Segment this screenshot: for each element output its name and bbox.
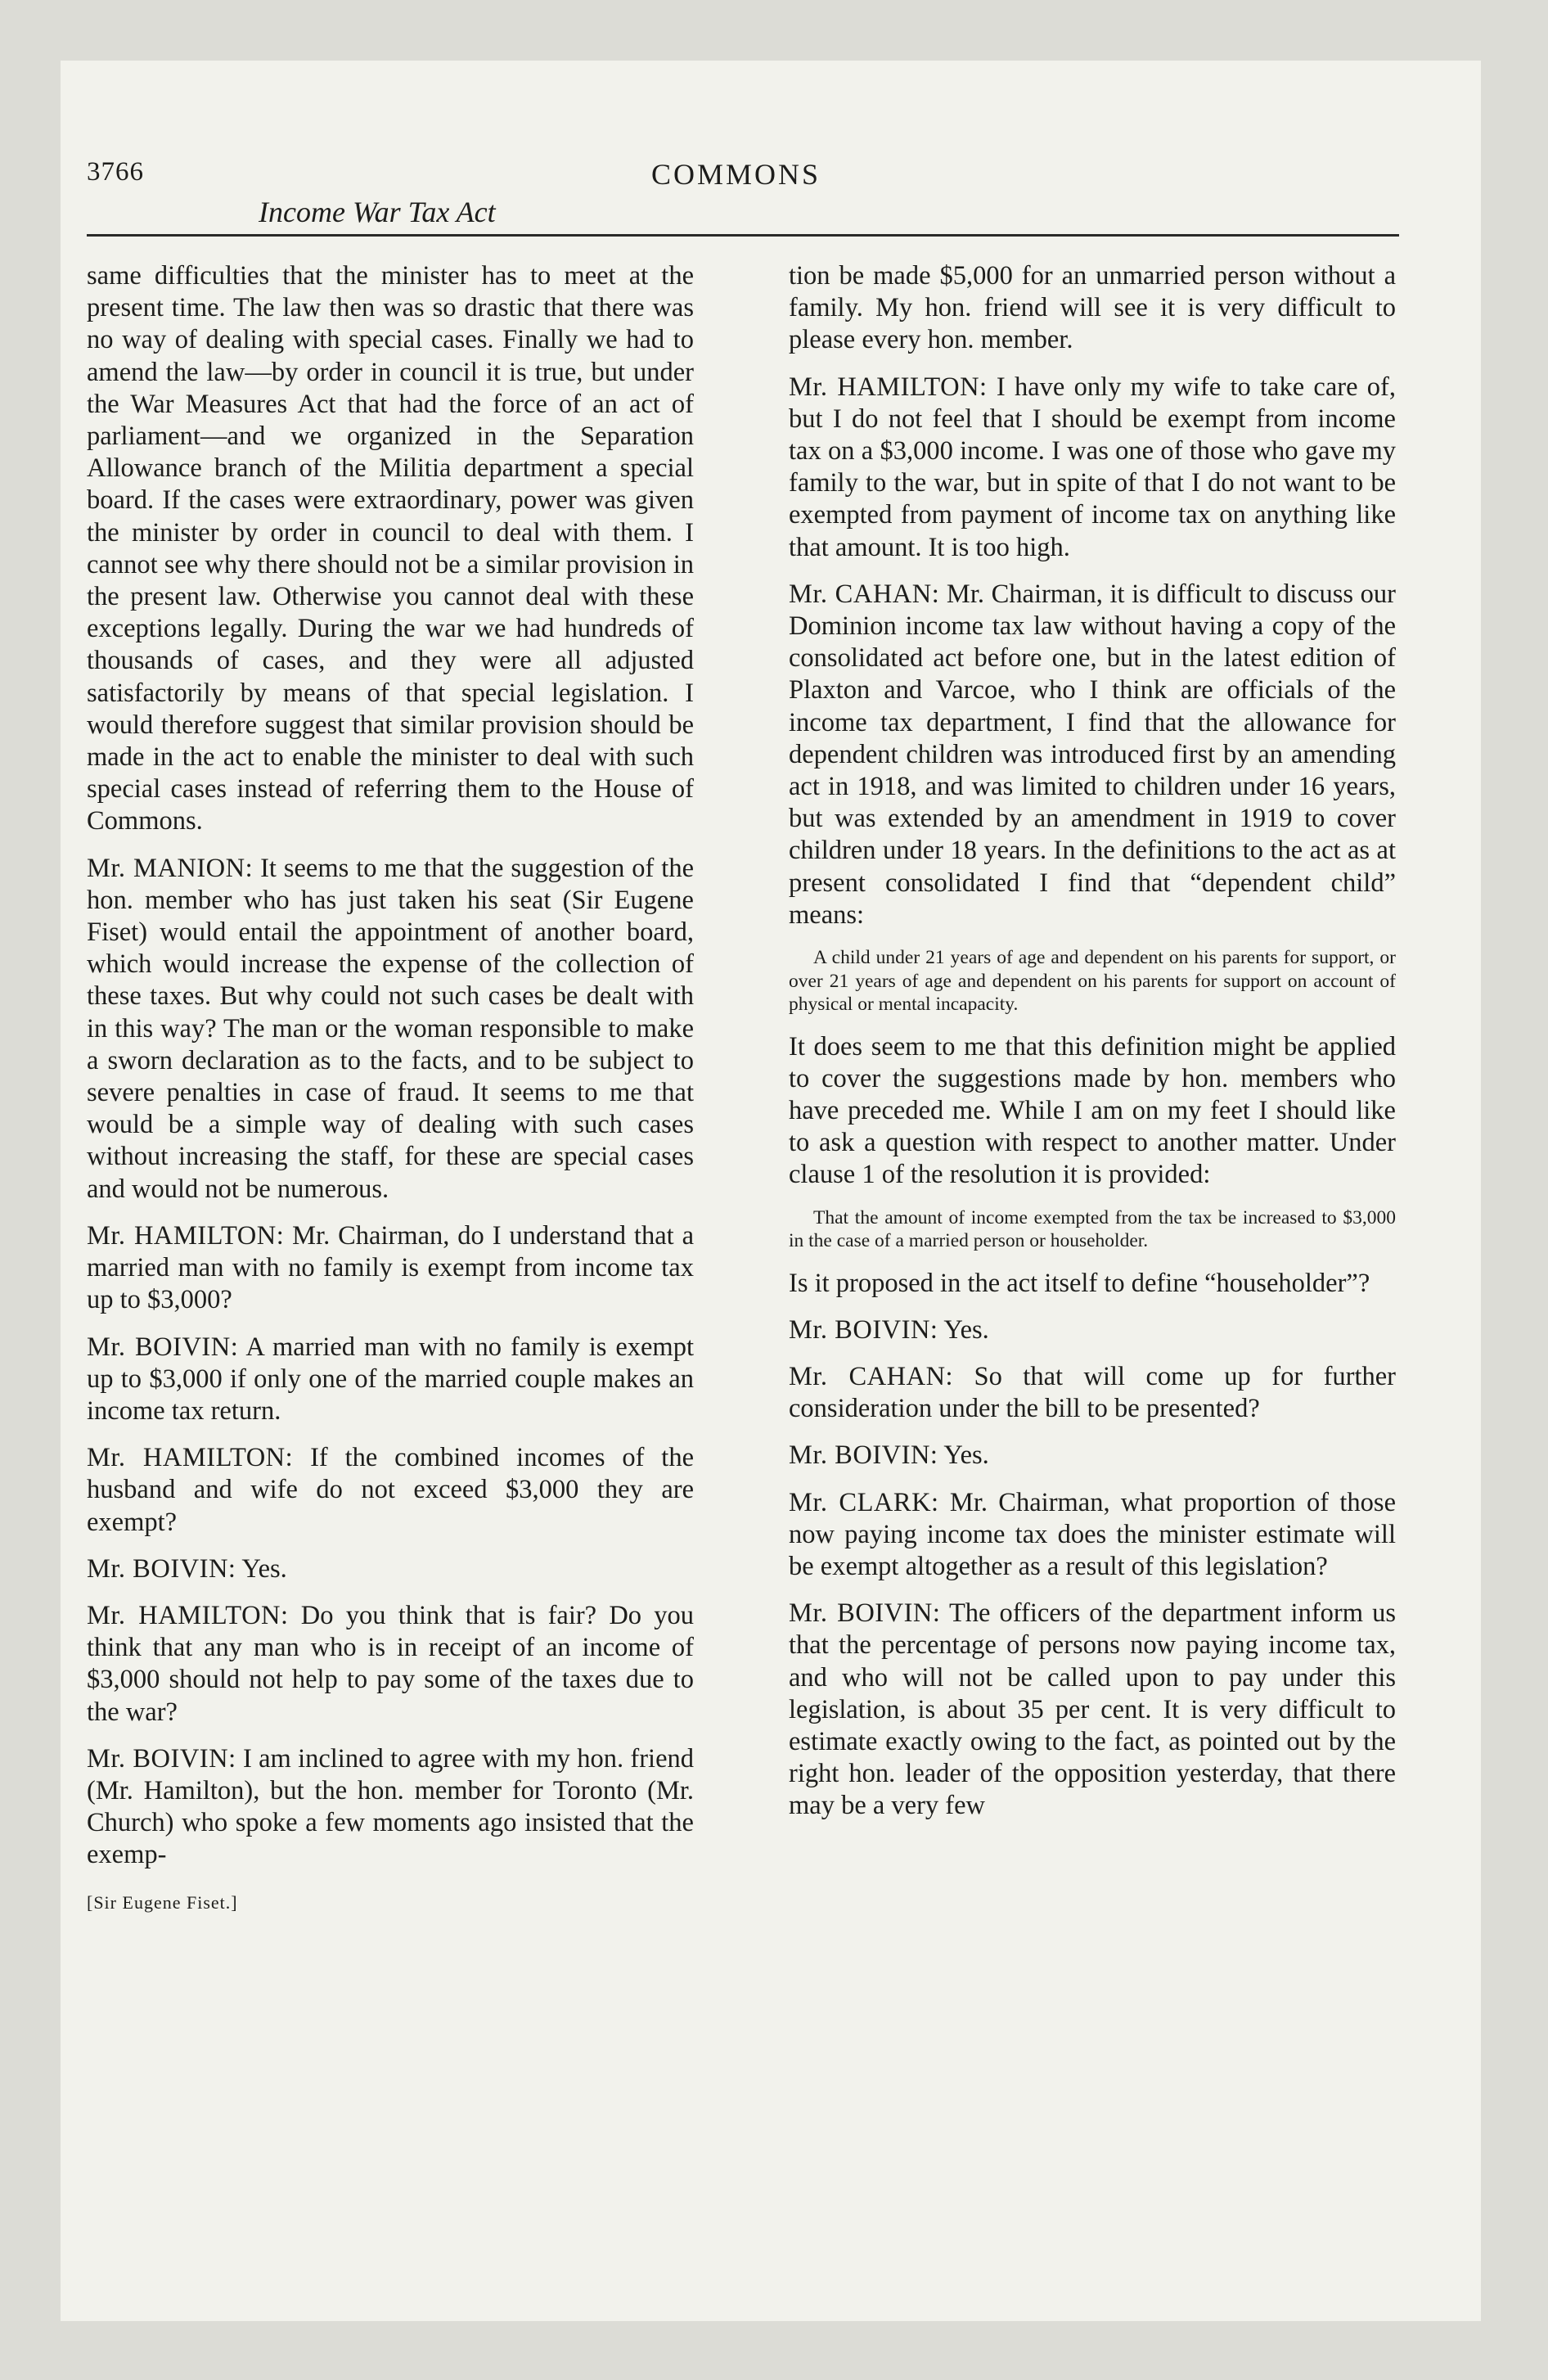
block-quote: That the amount of income exempted from the tax be increased to $3,000 in the case of a married person or householder.	[789, 1206, 1396, 1252]
paragraph: It does seem to me that this definition might be applied to cover the suggestions made by hon. members who have preceded me. While I am on my feet I should like to ask a question with respect to another matter. Under clause 1 of the resolution it is provided:	[789, 1031, 1396, 1190]
header-rule	[87, 234, 1399, 237]
speaker-name: Mr. CAHAN:	[789, 579, 940, 609]
speaker-name: Mr. HAMILTON:	[87, 1600, 289, 1630]
paragraph: tion be made $5,000 for an unmarried person without a family. My hon. friend will see it is very difficult to please every hon. member.	[789, 261, 1396, 355]
paragraph: Mr. BOIVIN: Yes.	[789, 1314, 989, 1345]
speaker-name: Mr. BOIVIN:	[789, 1440, 938, 1471]
paragraph: Is it proposed in the act itself to define “householder”?	[789, 1268, 1370, 1298]
speaker-name: Mr. BOIVIN:	[87, 1553, 236, 1584]
page-number: 3766	[87, 157, 144, 187]
paragraph: Mr. BOIVIN: The officers of the department inform us that the percentage of persons now paying income tax, and who will not be called upon to pay under this legislation, is about 35 per cent. It is very difficult to estimate exactly owing to the fact, as pointed out by the right hon. leader of the opposition yesterday, that there may be a very few	[789, 1598, 1396, 1821]
paragraph: Mr. HAMILTON: If the combined incomes of the husband and wife do not exceed $3,000 they are exempt?	[87, 1443, 694, 1537]
speaker-name: Mr. MANION:	[87, 853, 254, 883]
paragraph: Mr. HAMILTON: Mr. Chairman, do I understand that a married man with no family is exempt from income tax up to $3,000?	[87, 1220, 694, 1315]
paragraph: Mr. BOIVIN: Yes.	[87, 1553, 287, 1584]
paragraph: Mr. CAHAN: So that will come up for further consideration under the bill to be presented?	[789, 1361, 1396, 1424]
paragraph: Mr. BOIVIN: Yes.	[789, 1440, 989, 1471]
speaker-name: Mr. HAMILTON:	[87, 1443, 294, 1473]
paragraph: Mr. CLARK: Mr. Chairman, what proportion of those now paying income tax does the minister estimate will be exempt altogether as a result of this legislation?	[789, 1487, 1396, 1581]
speaker-name: Mr. CLARK:	[789, 1487, 939, 1517]
speaker-name: Mr. HAMILTON:	[789, 372, 988, 402]
paragraph: Mr. CAHAN: Mr. Chairman, it is difficult to discuss our Dominion income tax law without having a copy of the consolidated act before one, but in the latest edition of Plaxton and Varcoe, who I think are officials of the income tax department, I find that the allowance for dependent children was introduced first by an amending act in 1918, and was limited to children under 16 years, but was extended by an amendment in 1919 to cover children under 18 years. In the definitions to the act as at present consolidated I find that “dependent child” means:	[789, 579, 1396, 930]
paragraph: Mr. HAMILTON: Do you think that is fair? Do you think that any man who is in receipt of an income of $3,000 should not help to pay some of the taxes due to the war?	[87, 1600, 695, 1727]
paragraph: Mr. BOIVIN: I am inclined to agree with my hon. friend (Mr. Hamilton), but the hon. member for Toronto (Mr. Church) who spoke a few moments ago insisted that the exemp-	[87, 1743, 694, 1870]
left-column	[87, 260, 694, 1918]
block-quote: A child under 21 years of age and dependent on his parents for support, or over 21 years of age and dependent on his parents for support on account of physical or mental incapacity.	[789, 947, 1396, 1016]
running-subtitle: Income War Tax Act	[259, 196, 496, 228]
speaker-name: Mr. BOIVIN:	[789, 1314, 938, 1345]
paragraph: same difficulties that the minister has to meet at the present time. The law then was so drastic that there was no way of dealing with special cases. Finally we had to amend the law—by order in council it is true, but under the War Measures Act that had the force of an act of parliament—and we organized in the Separation Allowance branch of the Militia department a special board. If the cases were extraordinary, power was given the minister by order in council to deal with them. I cannot see why there should not be a similar provision in the present law. Otherwise you cannot deal with these exceptions legally. During the war we had hundreds of thousands of cases, and they were all adjusted satisfactorily by means of that special legislation. I would therefore suggest that similar provision should be made in the act to enable the minister to deal with such special cases instead of referring them to the House of Commons.	[87, 261, 694, 836]
paragraph: Mr. MANION: It seems to me that the suggestion of the hon. member who has just taken his seat (Sir Eugene Fiset) would entail the appointment of another board, which would increase the expense of the collection of these taxes. But why could not such cases be dealt with in this way? The man or the woman responsible to make a sworn declaration as to the facts, and to be subject to severe penalties in case of fraud. It seems to me that would be a simple way of dealing with such cases without increasing the staff, for these are special cases and would not be numerous.	[87, 853, 695, 1204]
speaker-name: Mr. HAMILTON:	[87, 1220, 285, 1251]
page-header	[87, 97, 1399, 236]
speaker-name: Mr. BOIVIN:	[87, 1743, 236, 1774]
speaker-name: Mr. BOIVIN:	[789, 1598, 941, 1629]
page-title: COMMONS	[651, 158, 821, 191]
speaker-name: Mr. CAHAN:	[789, 1361, 954, 1391]
paragraph: Mr. BOIVIN: A married man with no family is exempt up to $3,000 if only one of the married couple makes an income tax return.	[87, 1332, 694, 1426]
speaker-name: Mr. BOIVIN:	[87, 1332, 239, 1362]
footnote: [Sir Eugene Fiset.]	[87, 1891, 238, 1913]
paragraph: Mr. HAMILTON: I have only my wife to take care of, but I do not feel that I should be exempt from income tax on a $3,000 income. I was one of those who gave my family to the war, but in spite of that I do not want to be exempted from payment of income tax on anything like that amount. It is too high.	[789, 372, 1396, 562]
right-column	[789, 260, 1396, 1837]
